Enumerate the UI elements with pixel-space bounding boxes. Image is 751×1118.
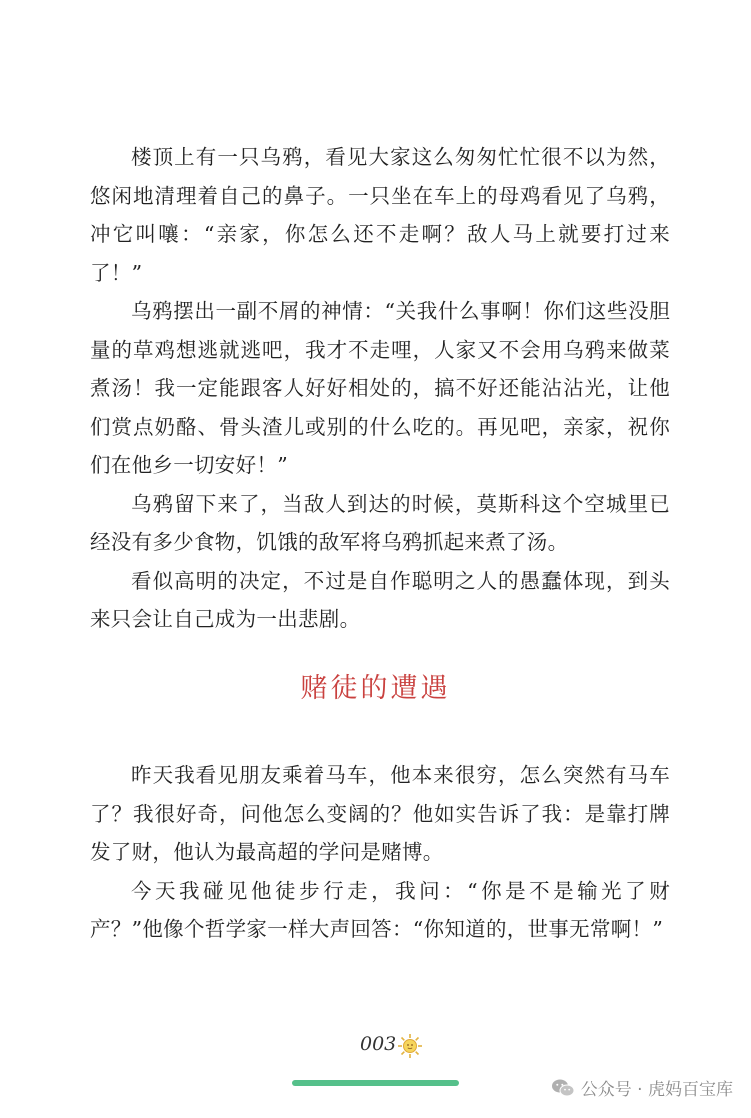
story-section-gambler	[90, 756, 670, 949]
watermark-text: 公众号 · 虎妈百宝库	[580, 1080, 733, 1100]
sun-icon	[397, 1033, 423, 1059]
paragraph: 楼顶上有一只乌鸦，看见大家这么匆匆忙忙很不以为然，悠闲地清理着自己的鼻子。一只坐在车上的母鸡看见了乌鸦，冲它叫嚷：“亲家，你怎么还不走啊？敌人马上就要打过来了！”	[90, 145, 670, 285]
page-number: 003	[360, 1033, 397, 1055]
story-title: 赌徒的遭遇	[300, 673, 451, 704]
watermark	[551, 1075, 733, 1100]
paragraph: 乌鸦摆出一副不屑的神情：“关我什么事啊！你们这些没胆量的草鸡想逃就逃吧，我才不走哩，人家又不会用乌鸦来做菜煮汤！我一定能跟客人好好相处的，搞不好还能沾沾光，让他们赏点奶酪、骨头渣儿或别的什么吃的。再见吧，亲家，祝你们在他乡一切安好！”	[90, 299, 670, 477]
story-section-crow	[90, 138, 670, 639]
wechat-icon	[551, 1078, 575, 1098]
paragraph: 今天我碰见他徒步行走，我问：“你是不是输光了财产？”他像个哲学家一样大声回答：“你知道的，世事无常啊！”	[90, 878, 670, 941]
paragraph: 乌鸦留下来了，当敌人到达的时候，莫斯科这个空城里已经没有多少食物，饥饿的敌军将乌鸦抓起来煮了汤。	[90, 491, 670, 554]
page-progress-bar	[292, 1080, 459, 1086]
paragraph: 昨天我看见朋友乘着马车，他本来很穷，怎么突然有马车了？我很好奇，问他怎么变阔的？他如实告诉了我：是靠打牌发了财，他认为最高超的学问是赌博。	[90, 763, 670, 864]
paragraph: 看似高明的决定，不过是自作聪明之人的愚蠢体现，到头来只会让自己成为一出悲剧。	[90, 568, 670, 631]
